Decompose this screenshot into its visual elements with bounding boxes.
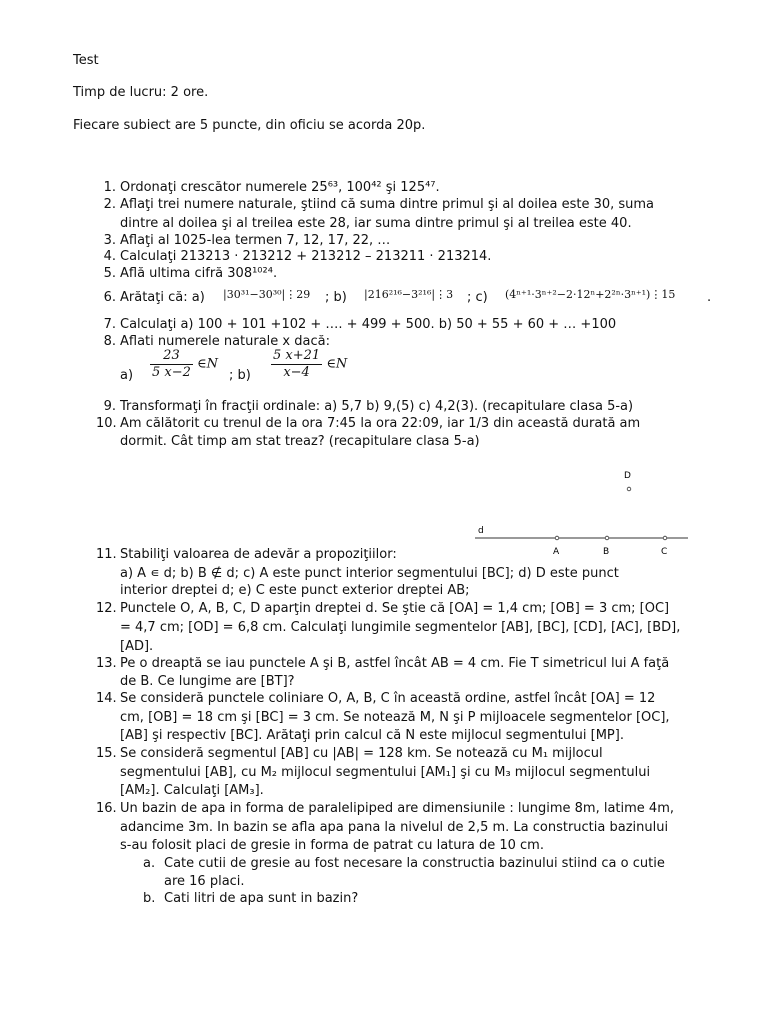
fraction-denominator: x−4 [283, 365, 310, 380]
point-b [605, 536, 609, 540]
point-label-b: B [603, 547, 610, 557]
problem-text: [AD]. [120, 639, 154, 654]
fraction-b [271, 348, 347, 381]
problem-text: Transformaţi în fracţii ordinale: a) 5,7 b) 9,(5) c) 4,2(3). (recapitulare clasa 5-a) [120, 399, 634, 414]
problem-text: Un bazin de apa in forma de paralelipiped are dimensiunile : lungime 8m, latime 4m, [120, 801, 674, 816]
line-label: d [478, 526, 484, 536]
line-figure [470, 462, 700, 558]
problem-number: 4. [103, 249, 116, 264]
problem-text: dintre al doilea şi al treilea este 28, iar suma dintre primul şi al treilea este 40. [120, 216, 632, 231]
problem-text: Aflati numerele naturale x dacă: [120, 334, 330, 349]
problem-text: Arătaţi că: a) [120, 290, 205, 305]
expression-a: |30³¹−30³⁰|⋮29 [223, 288, 311, 301]
separator: ; c) [467, 290, 488, 305]
problem-text: dormit. Cât timp am stat treaz? (recapitulare clasa 5-a) [120, 434, 480, 449]
problem-text: segmentului [AB], cu M₂ mijlocul segmentului [AM₁] şi cu M₃ mijlocul segmentului [120, 765, 651, 780]
period: . [707, 290, 712, 305]
point-a [555, 536, 559, 540]
expression-c: (4ⁿ⁺¹·3ⁿ⁺²−2·12ⁿ+2²ⁿ·3ⁿ⁺¹)⋮15 [505, 288, 676, 301]
subpoint-text: are 16 placi. [164, 874, 245, 889]
problem-number: 3. [103, 233, 116, 248]
problem-text: [AB] şi respectiv [BC]. Arătaţi prin calcul că N este mijlocul segmentului [MP]. [120, 728, 624, 743]
problem-text: Stabiliţi valoarea de adevăr a propoziţiilor: [120, 547, 397, 562]
problem-number: 7. [103, 317, 116, 332]
problem-text: de B. Ce lungime are [BT]? [120, 674, 295, 689]
subpoint-label: b. [143, 891, 156, 906]
problem-number: 10. [96, 416, 117, 431]
separator: ; b) [325, 290, 347, 305]
problem-text: [AM₂]. Calculaţi [AM₃]. [120, 783, 264, 798]
problem-text: Punctele O, A, B, C, D aparţin dreptei d. Se ştie că [OA] = 1,4 cm; [OB] = 3 cm; [OC] [120, 601, 670, 616]
expression-b: |216²¹⁶−3²¹⁶|⋮3 [364, 288, 454, 301]
fraction-numerator: 23 [150, 348, 193, 365]
problem-number: 6. [103, 290, 116, 305]
part-a-label: a) [120, 368, 134, 383]
point-label-c: C [661, 547, 668, 557]
problem-text: Află ultima cifră 308¹⁰²⁴. [120, 266, 278, 281]
problem-text: Am călătorit cu trenul de la ora 7:45 la ora 22:09, iar 1/3 din această durată am [120, 416, 641, 431]
point-label-d: D [624, 471, 631, 481]
problem-number: 11. [96, 547, 117, 562]
problem-text: adancime 3m. In bazin se afla apa pana la nivelul de 2,5 m. La constructia bazinului [120, 820, 669, 835]
problem-number: 15. [96, 746, 117, 761]
problem-text: Aflaţi trei numere naturale, ştiind că suma dintre primul şi al doilea este 30, suma [120, 197, 655, 212]
subpoint-text: Cati litri de apa sunt in bazin? [164, 891, 359, 906]
problem-text: Calculaţi a) 100 + 101 +102 + …. + 499 + 500. b) 50 + 55 + 60 + … +100 [120, 317, 617, 332]
point-c [663, 536, 667, 540]
problem-number: 16. [96, 801, 117, 816]
fraction-numerator: 5 x+21 [273, 348, 321, 363]
subpoint-label: a. [143, 856, 156, 871]
problem-text: interior dreptei d; e) C este punct exterior dreptei AB; [120, 583, 470, 598]
fraction-a [150, 348, 218, 381]
points-note: Fiecare subiect are 5 puncte, din oficiu se acorda 20p. [73, 118, 426, 133]
point-label-a: A [553, 547, 560, 557]
problem-number: 12. [96, 601, 117, 616]
problem-text: Ordonaţi crescător numerele 25⁶³, 100⁴² şi 125⁴⁷. [120, 180, 440, 195]
membership-symbol: ∈N [326, 356, 348, 372]
problem-text: cm, [OB] = 18 cm şi [BC] = 3 cm. Se notează M, N şi P mijloacele segmentelor [OC], [120, 710, 670, 725]
problem-text: Pe o dreaptă se iau punctele A şi B, astfel încât AB = 4 cm. Fie T simetricul lui A faţă [120, 656, 670, 671]
problem-text: Calculaţi 213213 · 213212 + 213212 – 213211 · 213214. [120, 249, 492, 264]
problem-number: 14. [96, 691, 117, 706]
problem-text: Se consideră punctele coliniare O, A, B, C în această ordine, astfel încât [OA] = 12 [120, 691, 656, 706]
problem-text: a) A ∊ d; b) B ∉ d; c) A este punct interior segmentului [BC]; d) D este punct [120, 566, 619, 581]
problem-number: 8. [103, 334, 116, 349]
problem-number: 5. [103, 266, 116, 281]
problem-text: s-au folosit placi de gresie in forma de patrat cu latura de 10 cm. [120, 838, 544, 853]
problem-number: 13. [96, 656, 117, 671]
separator: ; b) [229, 368, 251, 383]
problem-text: = 4,7 cm; [OD] = 6,8 cm. Calculaţi lungimile segmentelor [AB], [BC], [CD], [AC], [BD], [120, 620, 681, 635]
problem-number: 1. [103, 180, 116, 195]
test-title: Test [73, 53, 99, 68]
problem-number: 9. [103, 399, 116, 414]
subpoint-text: Cate cutii de gresie au fost necesare la constructia bazinului stiind ca o cutie [164, 856, 665, 871]
problem-number: 2. [103, 197, 116, 212]
membership-symbol: ∈N [197, 356, 219, 372]
fraction-denominator: 5 x−2 [152, 365, 191, 380]
problem-text: Se consideră segmentul [AB] cu |AB| = 128 km. Se notează cu M₁ mijlocul [120, 746, 603, 761]
time-limit: Timp de lucru: 2 ore. [73, 85, 209, 100]
point-d [627, 487, 631, 491]
problem-text: Aflaţi al 1025-lea termen 7, 12, 17, 22, … [120, 233, 391, 248]
